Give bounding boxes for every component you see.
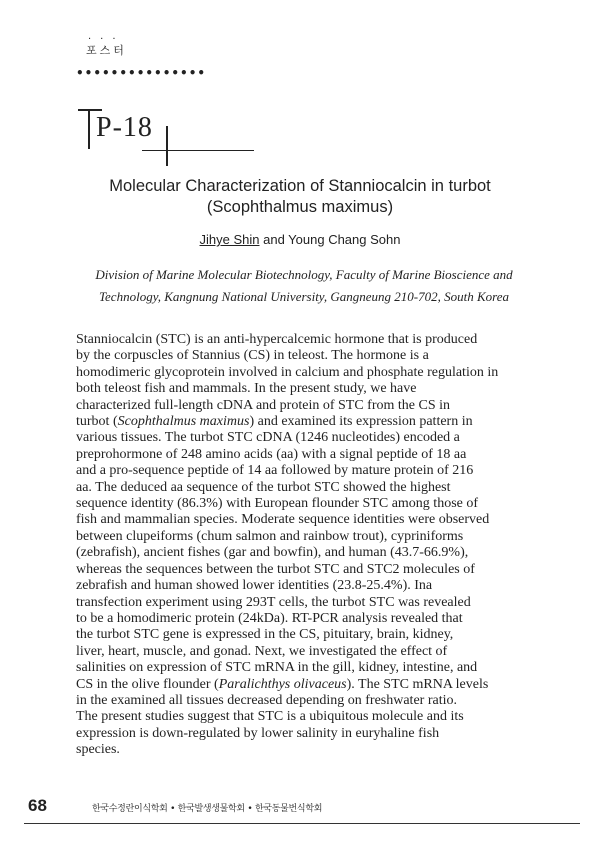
poster-id-rule-bottom xyxy=(142,150,254,151)
section-label-dots: ··· xyxy=(88,34,125,45)
abstract-line: by the corpuscles of Stannius (CS) in teleost. The hormone is a xyxy=(76,348,429,364)
abstract-line: homodimeric glycoprotein involved in calcium and phosphate regulation in xyxy=(76,364,499,380)
abstract-line: (zebrafish), ancient fishes (gar and bowfin), and human (43.7-66.9%), xyxy=(76,545,469,561)
abstract-line: aa. The deduced aa sequence of the turbot STC showed the highest xyxy=(76,479,451,495)
poster-id-rule-top xyxy=(78,109,102,111)
abstract-line: expression is down-regulated by lower salinity in euryhaline fish xyxy=(76,725,440,741)
poster-id-rule-left xyxy=(88,109,90,149)
abstract-line: salinities on expression of STC mRNA in the gill, kidney, intestine, and xyxy=(76,660,478,676)
paper-title-line-2: (Scophthalmus maximus) xyxy=(206,198,394,216)
abstract-line: both teleost fish and mammals. In the present study, we have xyxy=(76,381,417,397)
abstract-line: The present studies suggest that STC is a ubiquitous molecule and its xyxy=(76,709,464,725)
abstract-line: CS in the olive flounder (Paralichthys olivaceus). The STC mRNA levels xyxy=(76,676,489,692)
dot-divider: ••••••••••••••• xyxy=(76,66,207,80)
affiliation xyxy=(74,264,534,308)
abstract-line: in the examined all tissues decreased depending on freshwater ratio. xyxy=(76,692,457,708)
abstract-line: various tissues. The turbot STC cDNA (1246 nucleotides) encoded a xyxy=(76,430,460,446)
abstract-line: and a pro-sequence peptide of 14 aa followed by mature protein of 216 xyxy=(76,463,474,479)
abstract-line: whereas the sequences between the turbot STC and STC2 molecules of xyxy=(76,561,475,577)
affiliation-line-1: Division of Marine Molecular Biotechnology, Faculty of Marine Bioscience and xyxy=(95,267,513,282)
abstract-line: species. xyxy=(76,742,120,758)
paper-title-line-1: Molecular Characterization of Stanniocalcin in turbot xyxy=(109,177,491,195)
poster-id-rule-right xyxy=(166,126,168,166)
abstract-line: turbot (Scophthalmus maximus) and examined its expression pattern in xyxy=(76,414,473,430)
abstract-line: transfection experiment using 293T cells, the turbot STC was revealed xyxy=(76,594,471,610)
poster-id-text: P-18 xyxy=(96,112,153,143)
abstract-line: between clupeiforms (chum salmon and rainbow trout), cypriniforms xyxy=(76,528,464,544)
abstract-line: liver, heart, muscle, and gonad. Next, we investigated the effect of xyxy=(76,643,448,659)
abstract-body xyxy=(76,332,532,759)
footer-societies: 한국수정란이식학회 • 한국발생생물학회 • 한국동물번식학회 xyxy=(92,804,323,814)
footer-rule xyxy=(24,823,580,824)
abstract-line: to be a homodimeric protein (24kDa). RT-PCR analysis revealed that xyxy=(76,610,463,626)
abstract-line: characterized full-length cDNA and protein of STC from the CS in xyxy=(76,397,451,413)
abstract-line: the turbot STC gene is expressed in the CS, pituitary, brain, kidney, xyxy=(76,627,454,643)
author-others: and Young Chang Sohn xyxy=(259,232,401,247)
section-label xyxy=(86,34,127,58)
paper-title xyxy=(60,176,540,218)
authors xyxy=(60,232,540,247)
abstract-line: Stanniocalcin (STC) is an anti-hypercalcemic hormone that is produced xyxy=(76,332,478,347)
abstract-line: fish and mammalian species. Moderate sequence identities were observed xyxy=(76,512,490,528)
section-label-text: 포스터 xyxy=(86,44,127,57)
abstract-line: zebrafish and human showed lower identities (23.8-25.4%). Ina xyxy=(76,578,433,594)
abstract-line: sequence identity (86.3%) with European flounder STC among those of xyxy=(76,496,479,512)
author-presenting: Jihye Shin xyxy=(199,232,260,247)
affiliation-line-2: Technology, Kangnung National University, Gangneung 210-702, South Korea xyxy=(99,289,509,304)
page-number: 68 xyxy=(28,796,47,815)
abstract-line: preprohormone of 248 amino acids (aa) with a signal peptide of 18 aa xyxy=(76,446,467,462)
